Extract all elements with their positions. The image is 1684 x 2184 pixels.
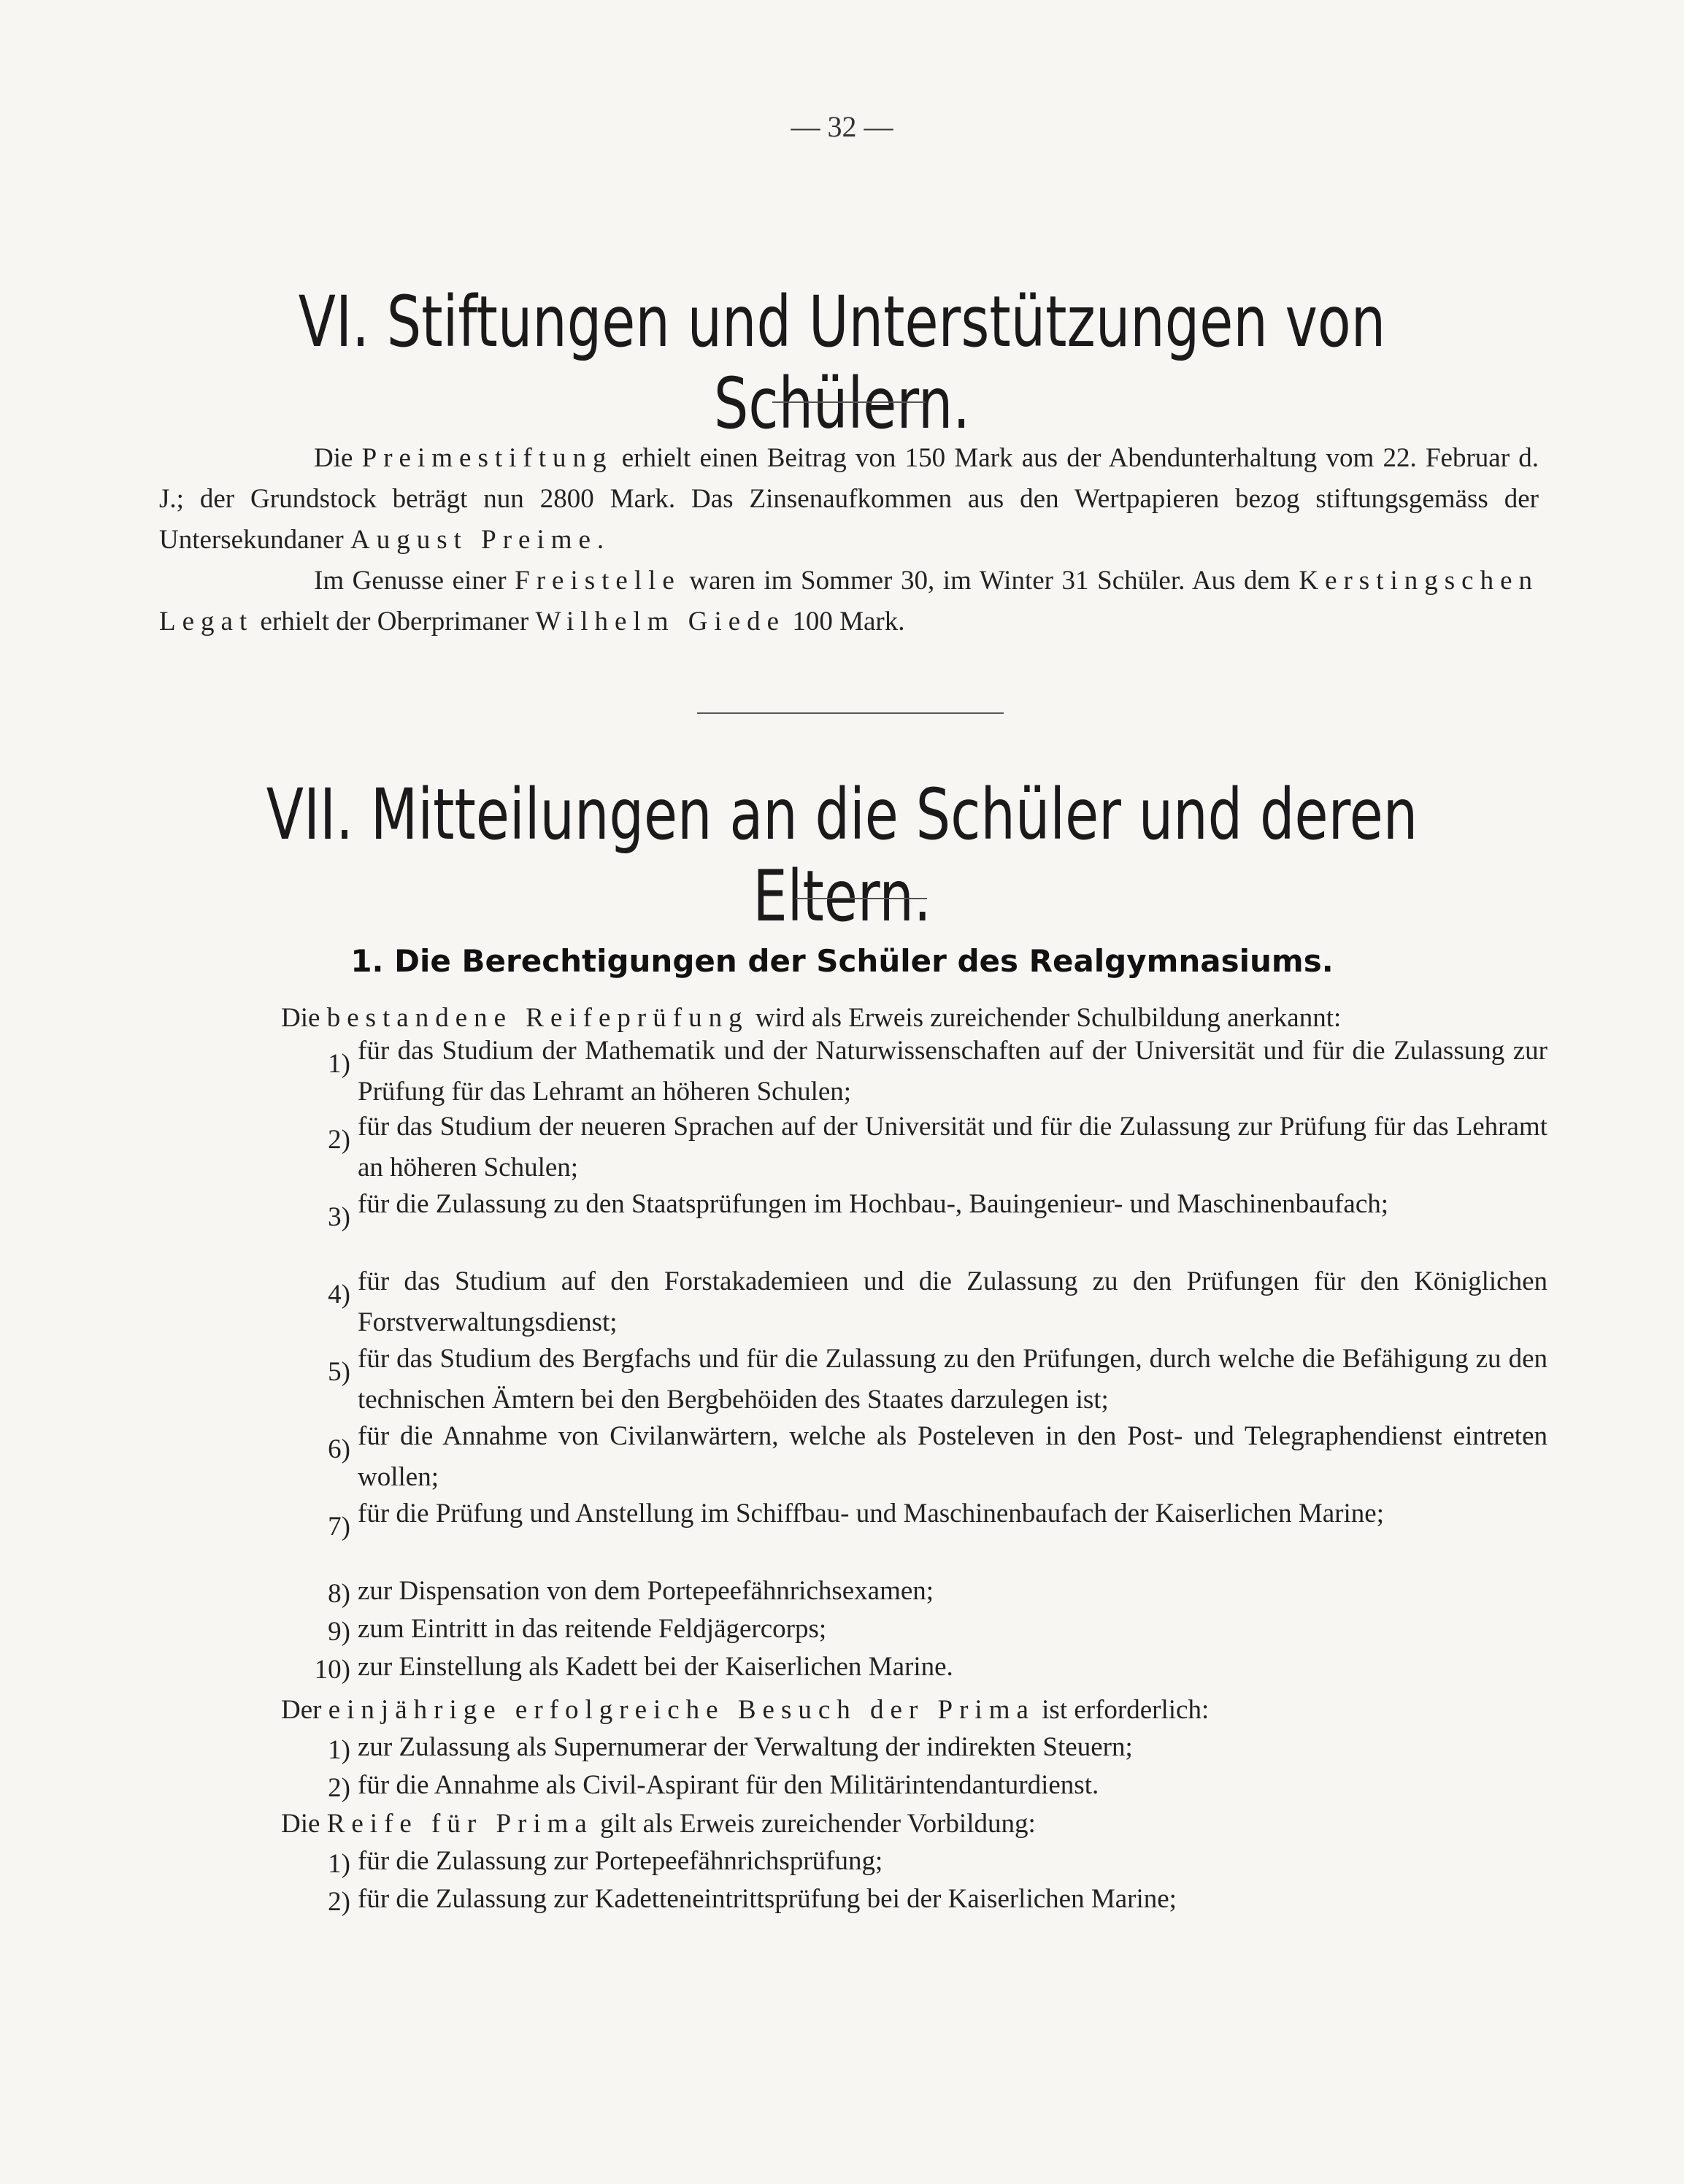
- section6-title: VI. Stiftungen und Unterstützungen von Schülern.: [298, 281, 1386, 445]
- section6-paragraph-1: Die Preimestiftung erhielt einen Beitrag von 150 Mark aus der Abendunterhaltung vom 22. Februar d. J.; der Grundstock beträgt nun 2800 Mark. Das Zinsenaufkommen aus den Wertpapieren bezog stiftungsgemäss der Untersekundaner August Preime.: [159, 443, 1539, 555]
- group3-lead: Die Reife für Prima gilt als Erweis zureichender Vorbildung:: [281, 1809, 1036, 1839]
- spaced-name: Wilhelm Giede: [535, 607, 786, 637]
- spaced-name: August Preime.: [350, 525, 611, 555]
- section6-paragraph-2: Im Genusse einer Freistelle waren im Sommer 30, im Winter 31 Schüler. Aus dem Kerstingschen Legat erhielt der Oberprimaner Wilhelm Giede 100 Mark.: [159, 566, 1539, 637]
- spaced-term: Freistelle: [515, 566, 681, 596]
- divider: [697, 712, 1004, 714]
- divider: [772, 401, 926, 403]
- subsection-title: 1. Die Berechtigungen der Schüler des Realgymnasiums.: [350, 943, 1334, 979]
- document-page: — 32 — VI. Stiftungen und Unterstützungen von Schülern. Die Preimestiftung erhielt einen Beitrag von 150 Mark aus der Abendunterhaltung vom 22. Februar d. J.; der Grundstock beträgt nun 2800 Mark. Das Zinsenaufkommen aus den Wertpapieren bezog stiftungsgemäss der Untersekundaner August Preime. Im Genusse einer Freistelle waren im Sommer 30, im Winter 31 Schüler. Aus dem Kerstingschen Legat erhielt der Oberprimaner Wilhelm Giede 100 Mark. VII. Mitteilungen an die Schüler und deren Eltern. 1. Die Berechtigungen der Schüler des Realgymnasiums. Die bestandene Reifeprüfung wird als Erweis zureichender Schulbildung anerkannt: 1) für das Studium der Mathematik und der Naturwissenschaften auf der Universität und für die Zulassung zur Prüfung für das Lehramt an höheren Schulen; 2) für das Studium der neueren Sprachen auf der Universität und für die Zulassung zur Prüfung für das Lehramt an höheren Schulen; 3) für die Zulassung zu den Staatsprüfungen im Hochbau-, Bauingenieur- und Maschinenbaufach; 4) für das Studium auf den Forstakademieen und die Zulassung zu den Prüfungen für den Königlichen Forstverwaltungsdienst; 5) für das Studium des Bergfachs und für die Zulassung zu den Prüfungen, durch welche die Befähigung zu den technischen Ämtern bei den Bergbehöiden des Staates darzulegen ist; 6) für die Annahme von Civilanwärtern, welche als Posteleven in den Post- und Telegraphendienst eintreten wollen; 7) für die Prüfung und Anstellung im Schiffbau- und Maschinenbaufach der Kaiserlichen Marine; 8) zur Dispensation von dem Portepeefähnrichsexamen; 9) zum Eintritt in das reitende Feldjägercorps; 10) zur Einstellung als Kadett bei der Kaiserlichen Marine. Der einjährige erfolgreiche Besuch der Prima ist erforderlich: 1) zur Zulassung als Supernumerar der Verwaltung der indirekten Steuern; 2) für die Annahme als Civil-Aspirant für den Militärintendanturdienst. Die Reife für Prima gilt als Erweis zureichender Vorbildung: 1) für die Zulassung zur Portepeefähnrichsprüfung; 2) für die Zulassung zur Kadetteneintrittsprüfung bei der Kaiserlichen Marine;: [0, 0, 1684, 2184]
- section7-title: VII. Mitteilungen an die Schüler und deren Eltern.: [266, 774, 1418, 937]
- spaced-term: Preimestiftung: [361, 443, 613, 473]
- page-number: — 32 —: [791, 110, 893, 143]
- group2-lead: Der einjährige erfolgreiche Besuch der Prima ist erforderlich:: [281, 1695, 1210, 1725]
- group1-lead: Die bestandene Reifeprüfung wird als Erweis zureichender Schulbildung anerkannt:: [281, 1003, 1342, 1033]
- divider: [796, 898, 927, 899]
- spaced-term: Kerstingschen Legat: [159, 566, 1539, 637]
